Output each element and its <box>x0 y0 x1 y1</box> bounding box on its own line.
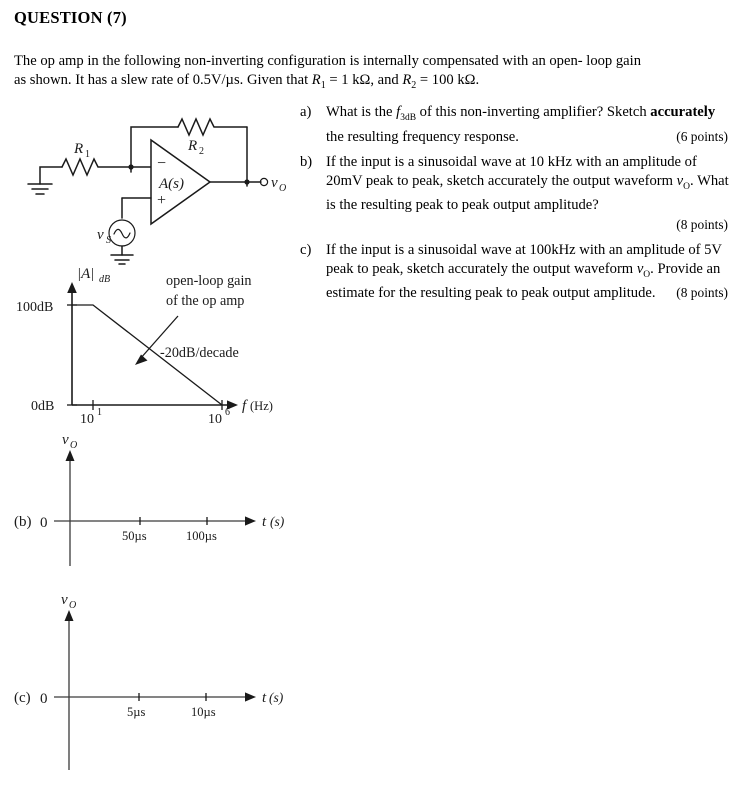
bode-caption-line-1: open-loop gain <box>166 273 252 289</box>
plot-c-x-axis-unit: (s) <box>269 690 284 705</box>
question-b-text-after: . What is the resulting peak to peak output amplitude? <box>326 172 729 214</box>
r2-label: R <box>188 138 198 154</box>
plot-c-y-axis-symbol: v <box>61 592 68 608</box>
question-item-c <box>300 241 730 303</box>
plot-c-marker: (c) <box>14 690 31 706</box>
question-body-a <box>326 103 730 146</box>
plot-b-y-axis-subscript: O <box>70 440 78 451</box>
question-item-a <box>300 103 730 146</box>
bode-y-axis-symbol: |A| <box>77 266 95 282</box>
r2-symbol: R <box>402 72 412 88</box>
bode-y-axis-arrowhead <box>67 282 77 293</box>
bode-slope-label: -20dB/decade <box>160 345 239 361</box>
r2-value: = 100 kΩ. <box>416 72 480 88</box>
opamp-plus-terminal: + <box>157 192 167 209</box>
circuit-diagram <box>14 100 294 265</box>
inverting-node-dot <box>128 164 133 169</box>
r1-value: = 1 kΩ, and <box>325 72 403 88</box>
plot-b-x-tick-label-2: 100µs <box>186 529 217 543</box>
question-a-text-before: What is the <box>326 104 397 120</box>
f3db-symbol: f <box>396 104 401 120</box>
bode-x-tick-label-1-base: 10 <box>80 412 94 427</box>
page-title: QUESTION (7) <box>14 8 127 27</box>
bode-caption-line-2: of the op amp <box>166 293 245 309</box>
question-c-text-after: . Provide an estimate for the resulting peak to peak output amplitude. <box>326 260 721 302</box>
bode-x-tick-label-1-exp: 1 <box>97 407 102 418</box>
opamp-minus-terminal: − <box>157 155 167 172</box>
output-node-dot <box>244 179 249 184</box>
plot-c-y-axis-subscript: O <box>69 600 77 611</box>
plot-c-x-tick-label-1: 5µs <box>127 705 146 719</box>
bode-x-axis-unit: (Hz) <box>250 399 273 413</box>
vo-symbol-c: v <box>636 260 644 277</box>
question-a-emphasis: accurately <box>650 104 716 120</box>
r2-subscript: 2 <box>411 79 417 91</box>
question-a-text-after: the resulting frequency response. <box>326 128 519 145</box>
plot-c-y-axis-arrowhead <box>65 610 74 621</box>
question-body-b <box>326 153 730 234</box>
bode-y-tick-label-100db: 100dB <box>16 300 54 315</box>
question-c-points: (8 points) <box>676 285 728 301</box>
intro-line-1: The op amp in the following non-inverting configuration is internally compensated with an open- <box>14 53 583 69</box>
plot-c-x-axis-symbol: t <box>262 690 267 706</box>
plot-b-marker: (b) <box>14 514 32 530</box>
bode-x-tick-label-2-base: 10 <box>208 412 222 427</box>
plot-c <box>0 588 320 788</box>
ac-source-sine-glyph <box>114 229 130 238</box>
bode-x-tick-label-2-exp: 6 <box>225 407 230 418</box>
question-marker-a: a) <box>300 104 312 120</box>
r1-label: R <box>74 141 84 157</box>
r1-label-sub: 1 <box>85 149 90 160</box>
bode-y-tick-label-0db: 0dB <box>31 399 55 414</box>
intro-line-2: loop gain as shown. It has a slew rate of 0.5V/µs. Given that <box>14 53 642 88</box>
question-a-points: (6 points) <box>676 128 728 144</box>
r1-ground-wire <box>40 167 62 184</box>
question-marker-b: b) <box>300 154 313 171</box>
plot-b-x-axis-symbol: t <box>262 514 267 530</box>
plot-b-origin-label: 0 <box>40 515 48 531</box>
bode-y-axis-subscript: dB <box>99 274 111 285</box>
question-item-b <box>300 153 730 234</box>
f3db-subscript: 3dB <box>400 112 417 123</box>
r2-resistor-symbol <box>178 119 247 135</box>
output-label-sub: O <box>279 183 287 194</box>
annotation-arrow-head <box>135 355 148 366</box>
intro-paragraph <box>14 52 654 95</box>
bode-plot <box>14 258 304 427</box>
question-b-text-before: If the input is a sinusoidal wave at 10 kHz with an amplitude of 20mV peak to peak, sketch accurately the output waveform <box>326 154 697 189</box>
plot-c-x-tick-label-2: 10µs <box>191 705 216 719</box>
vo-symbol-b: v <box>676 172 684 189</box>
question-body-c <box>326 241 730 303</box>
r1-resistor-symbol <box>62 159 131 175</box>
source-label: v <box>97 227 104 243</box>
bode-x-axis-symbol: f <box>242 398 247 414</box>
plot-c-x-axis-arrowhead <box>245 692 256 701</box>
r1-subscript: 1 <box>320 79 326 91</box>
question-list <box>300 103 730 310</box>
output-label: v <box>271 175 278 191</box>
question-a-text-mid: of this non-inverting amplifier? Sketch <box>416 104 651 120</box>
question-marker-c: c) <box>300 242 312 259</box>
plot-b <box>0 428 320 588</box>
plot-b-x-tick-label-1: 50µs <box>122 529 147 543</box>
source-label-sub: S <box>106 235 111 246</box>
plot-c-origin-label: 0 <box>40 691 48 707</box>
question-b-points: (8 points) <box>676 216 728 232</box>
plot-b-y-axis-symbol: v <box>62 432 69 448</box>
vo-subscript-b: O <box>683 181 691 192</box>
plot-b-x-axis-unit: (s) <box>270 514 285 529</box>
r1-symbol: R <box>311 72 321 88</box>
vo-subscript-c: O <box>643 269 651 280</box>
plot-b-y-axis-arrowhead <box>66 450 75 461</box>
plot-b-x-axis-arrowhead <box>245 516 256 525</box>
question-c-text-before: If the input is a sinusoidal wave at 100kHz with an amplitude of 5V peak to peak, sketch accurately the output waveform <box>326 242 722 277</box>
r2-label-sub: 2 <box>199 146 204 157</box>
opamp-gain-label: A(s) <box>159 176 184 192</box>
